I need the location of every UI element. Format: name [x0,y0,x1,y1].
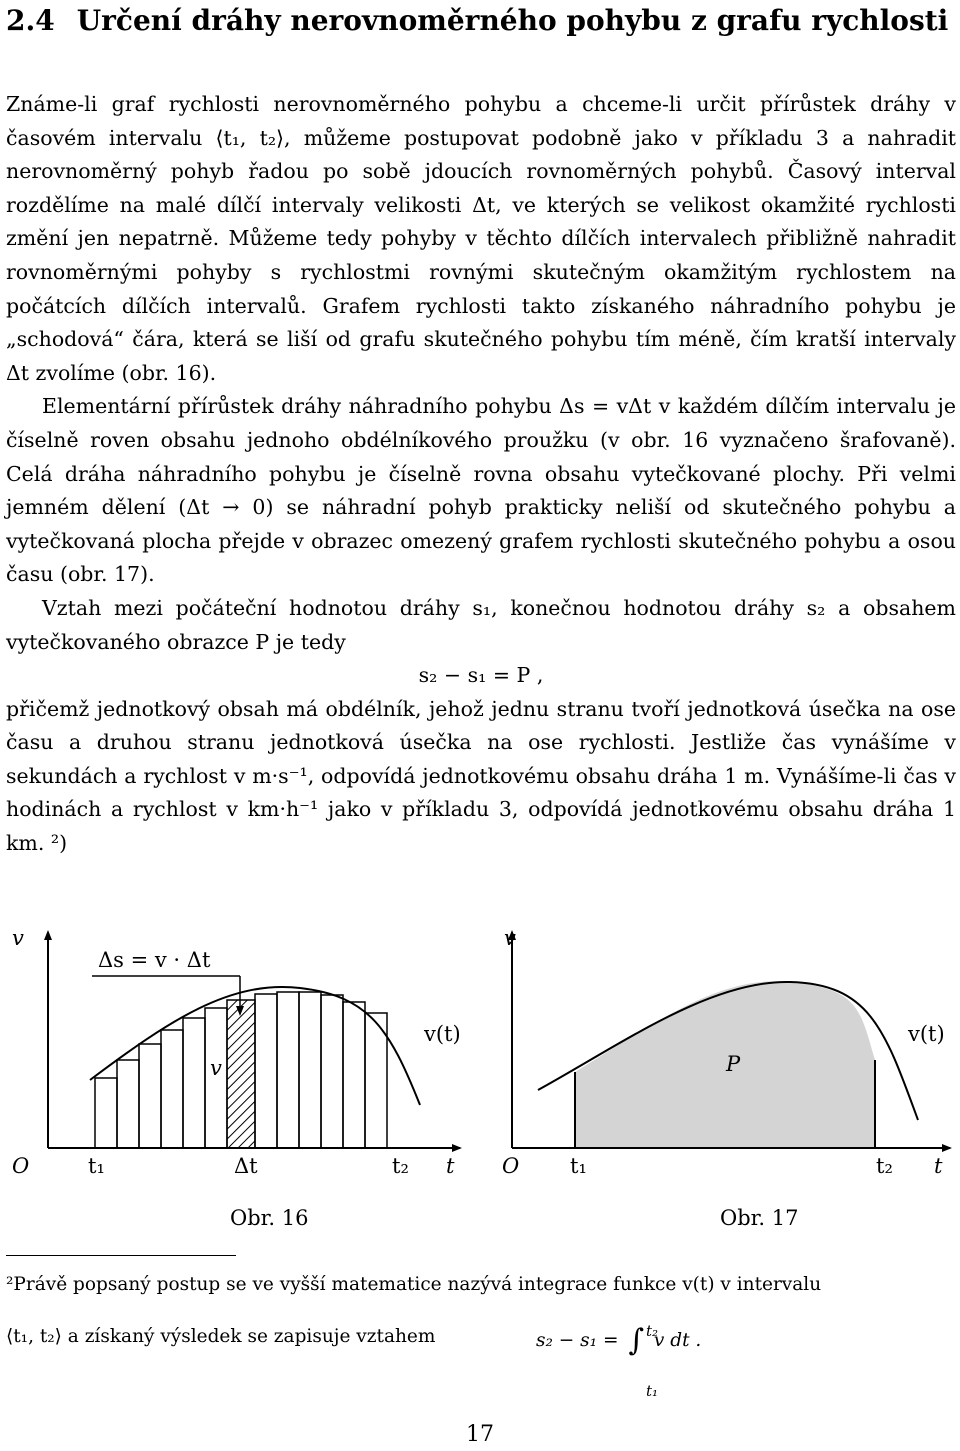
integral-upper-limit: t₂ [646,1322,659,1340]
fig17-t1: t₁ [570,1154,587,1178]
page-number: 17 [466,1422,494,1447]
footnote-formula [536,1322,702,1400]
fig17-axis-t: t [934,1154,943,1178]
footnote-line-1: ²Právě popsaný postup se ve vyšší matematice nazývá integrace funkce v(t) v intervalu [6,1274,822,1295]
paragraph-1: Známe-li graf rychlosti nerovnoměrného pohybu a chceme-li určit přírůstek dráhy v časovém intervalu ⟨t₁, t₂⟩, můžeme postupovat podobně jako v příkladu 3 a nahradit nerovnoměrný pohyb řadou po sobě jdoucích rovnoměrných pohybů. Časový interval rozdělíme na malé dílčí intervaly velikosti Δt, ve kterých se velikost okamžité rychlosti změní jen nepatrně. Můžeme tedy pohyby v těchto dílčích intervalech přibližně nahradit rovnoměrnými pohyby s rychlostmi rovnými skutečným okamžitým rychlostem na počátcích dílčích intervalů. Grafem rychlosti takto získaného náhradního pohybu je „schodová“ čára, která se liší od grafu skutečného pohybu tím méně, čím kratší intervaly Δt zvolíme (obr. 16). [6,92,956,385]
fig17-curve-label: v(t) [908,1022,945,1046]
figure-16 [0,920,470,1180]
t-axis-arrow [452,1144,462,1152]
fig16-formula: Δs = v · Δt [98,948,211,972]
display-equation: s₂ − s₁ = P , [418,663,544,688]
body-text [6,88,956,861]
fig16-t2: t₂ [392,1154,409,1178]
fig16-caption: Obr. 16 [230,1206,309,1230]
footnote [6,1270,956,1400]
area-p [575,981,875,1148]
fig16-axis-v: v [12,926,24,950]
paragraph-2: Elementární přírůstek dráhy náhradního pohybu Δs = vΔt v každém dílčím intervalu je číselně roven obsahu jednoho obdélníkového proužku (v obr. 16 vyznačeno šrafovaně). Celá dráha náhradního pohybu je číselně rovna obsahu vytečkované plochy. Při velmi jemném dělení (Δt → 0) se náhradní pohyb prakticky neliší od skutečného pohybu a vytečkovaná plocha přejde v obrazec omezený grafem rychlosti skutečného pohybu a osou času (obr. 17). [6,394,956,587]
footnote-rule [6,1255,236,1256]
fig16-axis-t: t [446,1154,455,1178]
fig17-axis-v: v [504,926,516,950]
section-title: Určení dráhy nerovnoměrného pohybu z grafu rychlosti [76,4,949,37]
section-heading [6,2,956,40]
fig16-curve-label: v(t) [424,1022,461,1046]
fig17-t2: t₂ [876,1154,893,1178]
fig16-t1: t₁ [88,1154,105,1178]
integral-lower-limit: t₁ [646,1382,659,1400]
fig16-origin: O [12,1154,30,1178]
formula-lhs: s₂ − s₁ = [536,1330,619,1351]
footnote-text: ⟨t₁, t₂⟩ a získaný výsledek se zapisuje vztahem [6,1326,436,1347]
fig17-origin: O [502,1154,520,1178]
footnote-line-2 [6,1300,956,1400]
fig16-dt: Δt [234,1154,258,1178]
paragraph-4: přičemž jednotkový obsah má obdélník, jehož jednu stranu tvoří jednotková úsečka na ose času a druhou stranu jednotková úsečka na ose rychlosti. Jestliže čas vynášíme v sekundách a rychlost v m·s⁻¹, odpovídá jednotkovému obsahu dráha 1 m. Vynášíme-li čas v hodinách a rychlost v km·h⁻¹ jako v příkladu 3, odpovídá jednotkovému obsahu dráha 1 km. ²) [6,696,956,856]
fig17-area-label: P [726,1052,741,1076]
v-axis-arrow [44,930,52,940]
formula-rhs: v dt . [653,1330,702,1351]
fig17-caption: Obr. 17 [720,1206,799,1230]
figure-17 [490,920,960,1180]
fig16-bar-label: v [210,1056,222,1080]
integral-sign: ∫ [628,1323,644,1358]
figure-16-drawing [0,920,470,1180]
paragraph-3: Vztah mezi počáteční hodnotou dráhy s₁, konečnou hodnotou dráhy s₂ a obsahem vytečkovaného obrazce P je tedy [6,595,956,654]
section-number: 2.4 [6,4,55,37]
step-bars [95,992,387,1148]
figure-17-drawing [490,920,960,1180]
